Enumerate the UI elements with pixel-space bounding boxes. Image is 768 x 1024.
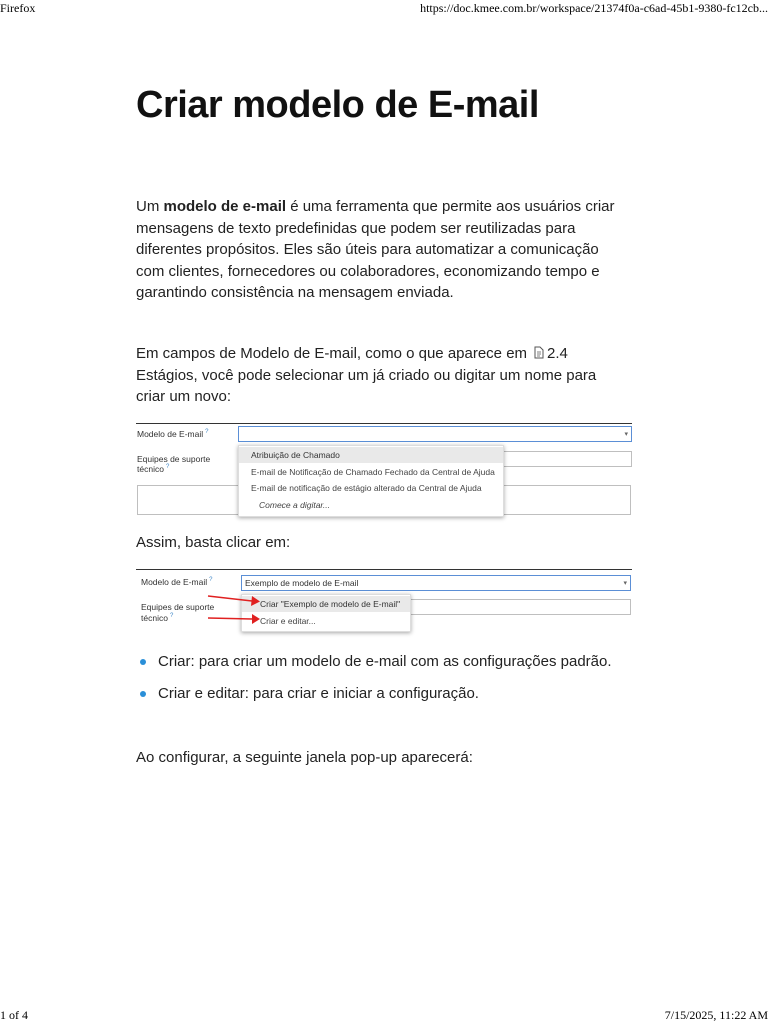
print-footer — [0, 1008, 768, 1024]
fields-paragraph — [136, 343, 626, 408]
support-teams-input[interactable] — [406, 599, 631, 615]
document-icon — [533, 346, 545, 359]
chevron-down-icon[interactable]: ▾ — [624, 431, 628, 438]
divider — [136, 569, 632, 570]
support-teams-input[interactable] — [496, 451, 632, 467]
create-option[interactable]: Criar "Exemplo de modelo de E-mail" — [242, 596, 410, 612]
intro-prefix: Um — [136, 198, 164, 215]
screenshot-template-dropdown — [136, 423, 632, 515]
email-template-input-value: Exemplo de modelo de E-mail — [245, 578, 359, 588]
dropdown-option[interactable]: E-mail de notificação de estágio alterado da Central de Ajuda — [251, 483, 482, 493]
divider — [136, 423, 632, 424]
page-title: Criar modelo de E-mail — [136, 84, 539, 126]
create-and-edit-option[interactable]: Criar e editar... — [260, 616, 316, 626]
bullet-icon — [140, 691, 146, 697]
help-icon: ? — [205, 429, 209, 435]
print-header — [0, 0, 768, 16]
template-dropdown-menu — [238, 445, 504, 517]
label-support-teams-line2: técnico ? — [137, 464, 170, 474]
red-arrow-icon — [206, 593, 266, 633]
intro-bold-term: modelo de e-mail — [163, 198, 287, 215]
options-list — [136, 651, 636, 704]
help-icon: ? — [165, 464, 170, 470]
list-item: Criar e editar: para criar e iniciar a configuração. — [136, 683, 636, 704]
list-item: Criar: para criar um modelo de e-mail com as configurações padrão. — [136, 651, 636, 672]
fields-paragraph-text: Em campos de Modelo de E-mail, como o que aparece em — [136, 345, 528, 362]
dropdown-option[interactable]: Atribuição de Chamado — [239, 447, 503, 463]
stages-link[interactable]: 2.4 Estágios — [136, 345, 568, 384]
email-template-input[interactable] — [238, 426, 632, 442]
popup-paragraph: Ao configurar, a seguinte janela pop-up aparecerá: — [136, 749, 473, 766]
page-counter: 1 of 4 — [0, 1008, 28, 1022]
help-icon: ? — [209, 577, 213, 583]
help-icon: ? — [169, 613, 174, 619]
label-email-template: Modelo de E-mail ? — [141, 577, 213, 587]
dropdown-start-typing: Comece a digitar... — [259, 500, 331, 510]
print-timestamp: 7/15/2025, 11:22 AM — [664, 1008, 768, 1022]
fields-paragraph-text-end: , você pode selecionar um já criado ou digitar um nome para criar um novo: — [136, 366, 597, 405]
label-email-template: Modelo de E-mail ? — [137, 429, 209, 439]
label-support-teams-line2: técnico ? — [141, 613, 174, 623]
text-area-right — [496, 485, 631, 515]
click-paragraph: Assim, basta clicar em: — [136, 534, 291, 551]
print-header-browser: Firefox — [0, 1, 36, 15]
chevron-down-icon[interactable]: ▾ — [623, 580, 627, 587]
dropdown-option[interactable]: E-mail de Notificação de Chamado Fechado da Central de Ajuda — [251, 467, 495, 477]
bullet-icon — [140, 659, 146, 665]
intro-paragraph — [136, 196, 626, 304]
create-dropdown-menu — [241, 594, 411, 632]
intro-rest: é uma ferramenta que permite aos usuários criar mensagens de texto predefinidas que podem ser reutilizadas para diferentes propósitos. Eles são úteis para automatizar a comunicação com clientes, fornecedores ou colaboradores, economizando tempo e garantindo consistência na mensagem enviada. — [136, 198, 615, 301]
text-area-left — [137, 485, 238, 515]
label-support-teams: Equipes de suporte — [141, 602, 215, 612]
print-header-url: https://doc.kmee.com.br/workspace/21374f0a-c6ad-45b1-9380-fc12cb... — [420, 1, 768, 15]
screenshot-create-options — [136, 569, 632, 633]
label-support-teams: Equipes de suporte — [137, 454, 211, 464]
email-template-input[interactable] — [241, 575, 631, 591]
